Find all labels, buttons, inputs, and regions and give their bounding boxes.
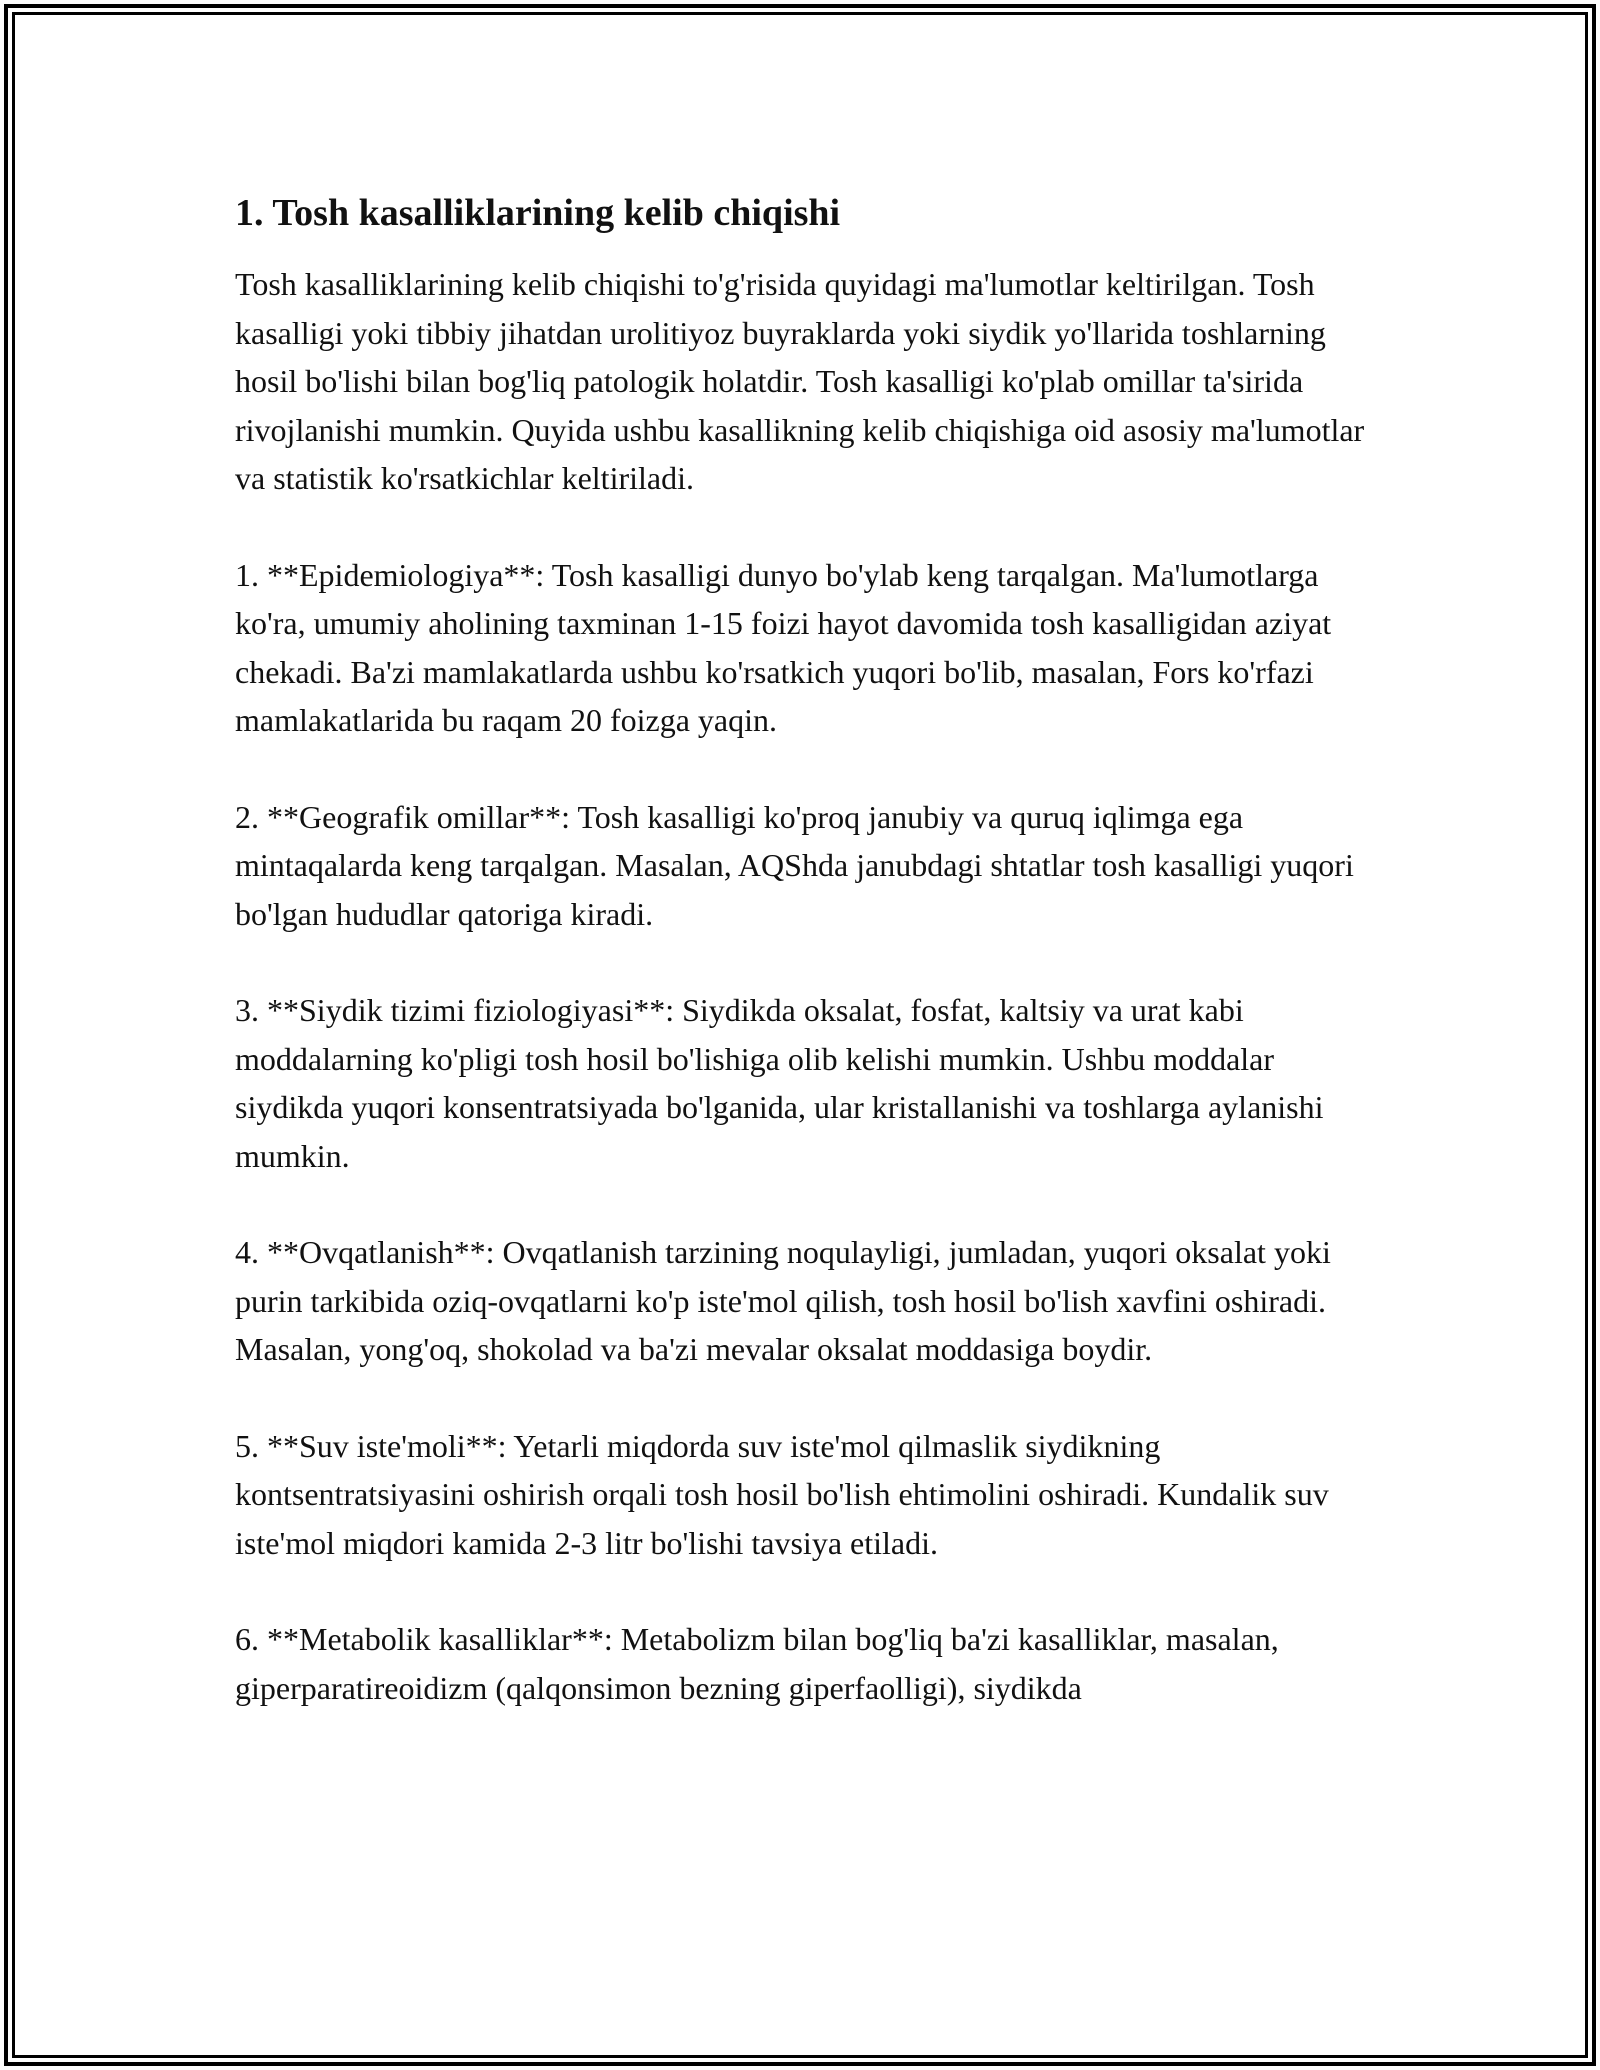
paragraph-intro: Tosh kasalliklarining kelib chiqishi to'g'risida quyidagi ma'lumotlar keltirilgan. Tosh kasalligi yoki tibbiy jihatdan urolitiyoz buyraklarda yoki siydik yo'llarida toshlarning hosil bo'lishi bilan bog'liq patologik holatdir. Tosh kasalligi ko'plab omillar ta'sirida rivojlanishi mumkin. Quyida ushbu kasallikning kelib chiqishiga oid asosiy ma'lumotlar va statistik ko'rsatkichlar keltiriladi. xyxy=(235,266,1365,496)
paragraph-metabolic-diseases: 6. **Metabolik kasalliklar**: Metabolizm bilan bog'liq ba'zi kasalliklar, masalan, giperparatireoidizm (qalqonsimon bezning giperfaolligi), siydikda xyxy=(235,1621,1279,1706)
document-title: 1. Tosh kasalliklarining kelib chiqishi xyxy=(235,192,841,234)
paragraph-geographic-factors: 2. **Geografik omillar**: Tosh kasalligi ko'proq janubiy va quruq iqlimga ega mintaqalarda keng tarqalgan. Masalan, AQShda janubdagi shtatlar tosh kasalligi yuqori bo'lgan hududlar qatoriga kiradi. xyxy=(235,798,1354,932)
paragraph-urinary-physiology: 3. **Siydik tizimi fiziologiyasi**: Siydikda oksalat, fosfat, kaltsiy va urat kabi moddalarning ko'pligi tosh hosil bo'lishiga olib kelishi mumkin. Ushbu moddalar siydikda yuqori konsentratsiyada bo'lganida, ular kristallanishi va toshlarga aylanishi mumkin. xyxy=(235,992,1324,1174)
paragraph-water-intake: 5. **Suv iste'moli**: Yetarli miqdorda suv iste'mol qilmaslik siydikning kontsentratsiyasini oshirish orqali tosh hosil bo'lish ehtimolini oshiradi. Kundalik suv iste'mol miqdori kamida 2-3 litr bo'lishi tavsiya etiladi. xyxy=(235,1427,1329,1561)
document-body xyxy=(235,188,1370,1760)
paragraph-nutrition: 4. **Ovqatlanish**: Ovqatlanish tarzining noqulayligi, jumladan, yuqori oksalat yoki purin tarkibida oziq-ovqatlarni ko'p iste'mol qilish, tosh hosil bo'lish xavfini oshiradi. Masalan, yong'oq, shokolad va ba'zi mevalar oksalat moddasiga boydir. xyxy=(235,1234,1331,1367)
paragraph-epidemiology: 1. **Epidemiologiya**: Tosh kasalligi dunyo bo'ylab keng tarqalgan. Ma'lumotlarga ko'ra, umumiy aholining taxminan 1-15 foizi hayot davomida tosh kasalligidan aziyat chekadi. Ba'zi mamlakatlarda ushbu ko'rsatkich yuqori bo'lib, masalan, Fors ko'rfazi mamlakatlarida bu raqam 20 foizga yaqin. xyxy=(235,556,1332,738)
